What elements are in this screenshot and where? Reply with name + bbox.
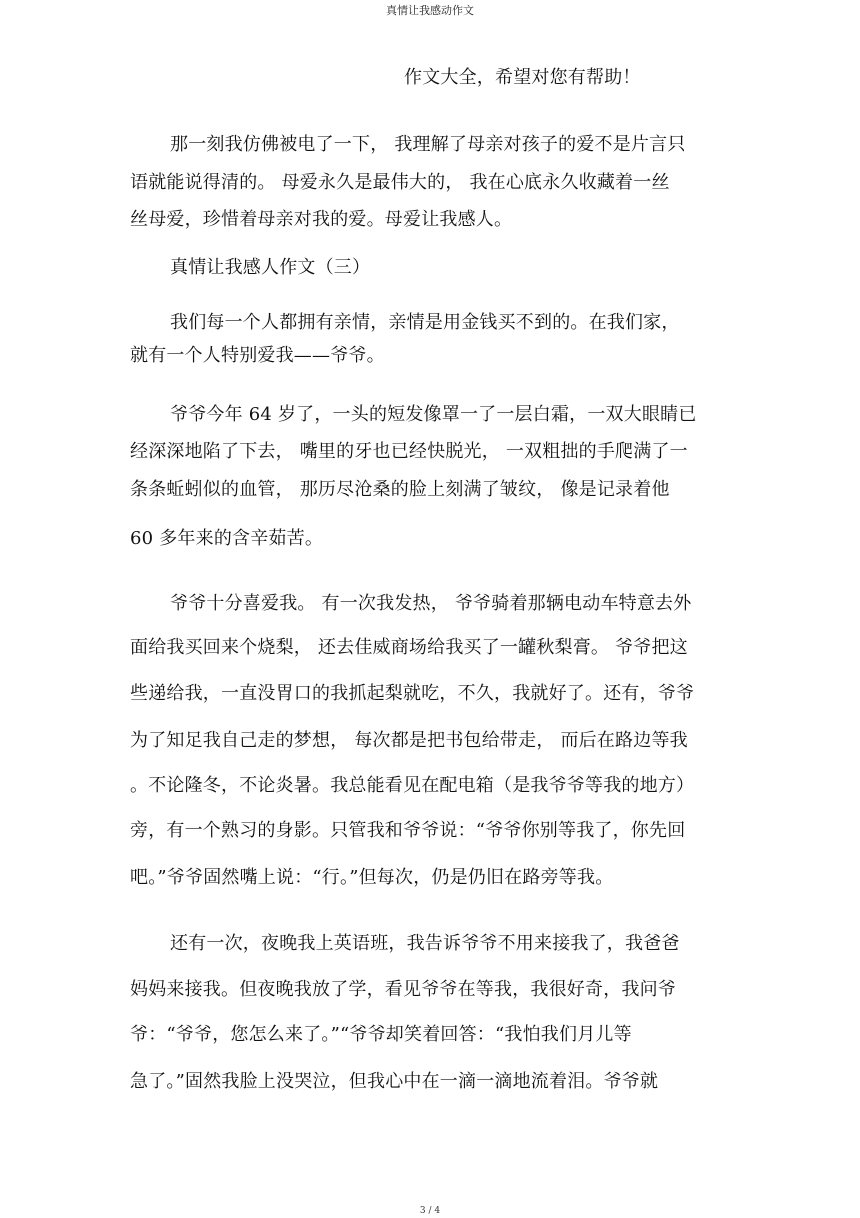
paragraph-line: 为了知足我自己走的梦想， 每次都是把书包给带走， 而后在路边等我 xyxy=(130,730,688,751)
paragraph-line: 爷爷今年 64 岁了，一头的短发像罩一了一层白霜，一双大眼睛已 xyxy=(170,404,697,425)
intro-line: 作文大全，希望对您有帮助！ xyxy=(404,67,641,88)
paragraph-line: 60 多年来的含辛茹苦。 xyxy=(130,528,324,549)
paragraph-line: 语就能说得清的。 母爱永久是最伟大的， 我在心底永久收藏着一丝 xyxy=(130,172,670,193)
paragraph-line: 急了。”固然我脸上没哭泣，但我心中在一滴一滴地流着泪。爷爷就 xyxy=(130,1071,659,1092)
paragraph-line: 还有一次，夜晚我上英语班，我告诉爷爷不用来接我了，我爸爸 xyxy=(170,933,680,954)
section-heading: 真情让我感人作文（三） xyxy=(170,257,371,278)
paragraph-line: 些递给我，一直没胃口的我抓起梨就吃，不久，我就好了。还有，爷爷 xyxy=(130,683,695,704)
page-number: 3 / 4 xyxy=(419,1206,441,1216)
paragraph-line: 那一刻我仿佛被电了一下， 我理解了母亲对孩子的爱不是片言只 xyxy=(170,134,686,155)
paragraph-line: 爷：“爷爷，您怎么来了。”“爷爷却笑着回答：“我怕我们月儿等 xyxy=(130,1024,632,1045)
paragraph-line: 丝母爱，珍惜着母亲对我的爱。母爱让我感人。 xyxy=(130,209,513,230)
paragraph-line: 面给我买回来个烧梨， 还去佳威商场给我买了一罐秋梨膏。 爷爷把这 xyxy=(130,637,688,658)
paragraph-line: 吧。”爷爷固然嘴上说：“行。”但每次，仍是仍旧在路旁等我。 xyxy=(130,867,614,888)
page-header: 真情让我感动作文 xyxy=(386,4,474,17)
paragraph-line: 妈妈来接我。但夜晚我放了学，看见爷爷在等我，我很好奇，我问爷 xyxy=(130,979,676,1000)
paragraph-line: 。不论隆冬，不论炎暑。我总能看见在配电箱（是我爷爷等我的地方） xyxy=(130,775,695,796)
paragraph-line: 爷爷十分喜爱我。 有一次我发热， 爷爷骑着那辆电动车特意去外 xyxy=(170,593,692,614)
paragraph-line: 我们每一个人都拥有亲情，亲情是用金钱买不到的。在我们家， xyxy=(170,312,680,333)
paragraph-line: 条条蚯蚓似的血管， 那历尽沧桑的脸上刻满了皱纹， 像是记录着他 xyxy=(130,479,670,500)
paragraph-line: 旁，有一个熟习的身影。只管我和爷爷说：“爷爷你别等我了，你先回 xyxy=(130,820,686,841)
paragraph-line: 就有一个人特别爱我——爷爷。 xyxy=(130,345,385,366)
paragraph-line: 经深深地陷了下去， 嘴里的牙也已经快脱光， 一双粗拙的手爬满了一 xyxy=(130,441,688,462)
